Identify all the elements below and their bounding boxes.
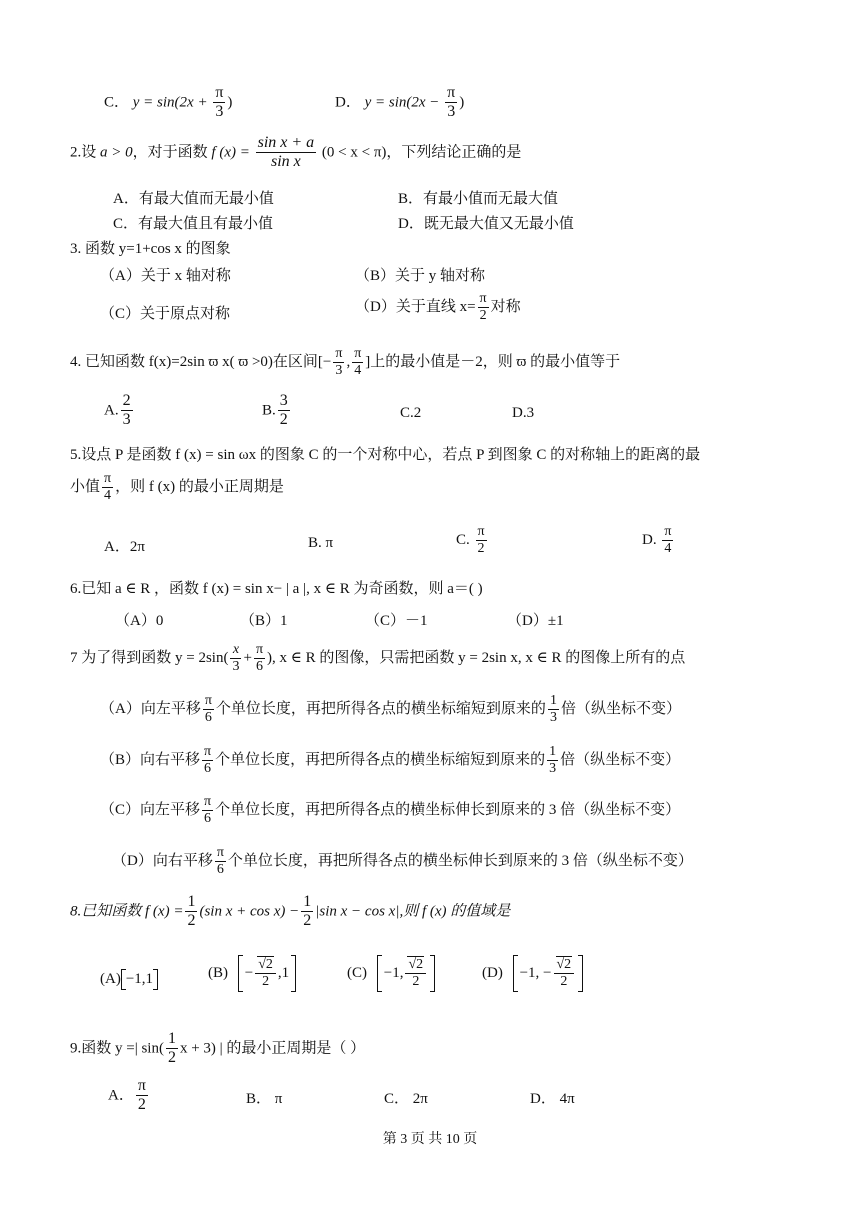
q9-option-a: A． $\frac{\pi}{2}$ <box>108 1077 146 1114</box>
q4-option-a: A. $\frac{2}{3}$ <box>104 392 131 429</box>
q4-option-b: B. $\frac{3}{2}$ <box>262 392 288 429</box>
q8-stem: 8.已知函数 f (x) = $\frac{1}{2}$ (sin x + cos x) − $\frac{1}{2}$ |sin x − cos x|,则 f (x) 的值域是 <box>70 893 511 930</box>
q7-stem: 7 为了得到函数 y = 2sin( $\frac{x}{3}$ + $\frac{\pi}{6}$ ), x ∈ R 的图像，只需把函数 y = 2sin x, x ∈ R 的图像上所有的点 <box>70 642 686 675</box>
q6-option-c: （C）－1 <box>365 613 428 629</box>
q2-option-b: B．有最小值而无最大值 <box>398 191 559 207</box>
q2-option-d: D．既无最大值又无最小值 <box>398 216 574 232</box>
q3-option-d: （D）关于直线 x= $\frac{\pi}{2}$ 对称 <box>355 291 521 324</box>
q4-option-c: C.2 <box>400 405 422 421</box>
q9-option-d: D． 4π <box>530 1091 575 1107</box>
q8-option-c: (C) −1, $\frac{√2}{2}$ <box>347 955 435 992</box>
q5-option-c: C. $\frac{\pi}{2}$ <box>456 524 485 557</box>
q6-stem: 6.已知 a ∈ R ，函数 f (x) = sin x− | a |, x ∈ R 为奇函数，则 a＝( ) <box>70 581 483 597</box>
q5-option-d: D. $\frac{\pi}{4}$ <box>642 524 672 557</box>
q7-option-d: （D）向右平移 $\frac{\pi}{6}$ 个单位长度，再把所得各点的横坐标伸长到原来的 3 倍（纵坐标不变） <box>112 845 693 878</box>
q8-option-b: (B) − $\frac{√2}{2}$ ,1 <box>208 955 296 992</box>
page-footer: 第 3 页 共 10 页 <box>382 1132 478 1147</box>
q2-option-a: A．有最大值而无最小值 <box>113 191 274 207</box>
q5-option-b: B. π <box>308 535 334 551</box>
q9-option-b: B． π <box>246 1091 283 1107</box>
q8-option-a: (A) −1,1 <box>100 969 158 990</box>
q6-option-d: （D）±1 <box>507 613 564 629</box>
q9-option-c: C． 2π <box>384 1091 428 1107</box>
q4-stem: 4. 已知函数 f(x)=2sin ϖ x( ϖ >0)在区间[− $\frac{\pi}{3}$ , $\frac{\pi}{4}$ ]上的最小值是－2，则 ϖ 的最小值等于 <box>70 346 621 379</box>
q3-option-b: （B）关于 y 轴对称 <box>355 268 486 284</box>
q5-stem-line2: 小值 $\frac{\pi}{4}$ ，则 f (x) 的最小正周期是 <box>70 471 284 504</box>
q1-option-d: D． y = sin(2x − $\frac{\pi}{3}$ ) <box>335 84 465 121</box>
q8-option-d: (D) −1, − $\frac{√2}{2}$ <box>482 955 583 992</box>
q2-option-c: C．有最大值且有最小值 <box>113 216 274 232</box>
q6-option-b: （B）1 <box>240 613 288 629</box>
q9-stem: 9.函数 y =| sin( $\frac{1}{2}$ x + 3) | 的最小正周期是（ ） <box>70 1030 366 1067</box>
q2-stem: 2.设 a > 0，对于函数 f (x) = $\frac{\text{sin x + a}}{\text{sin x}}$ (0 < x < π)，下列结论正确的是 <box>70 134 522 171</box>
q4-option-d: D.3 <box>512 405 535 421</box>
q5-option-a: A．2π <box>104 539 145 555</box>
q7-option-b: （B）向右平移 $\frac{\pi}{6}$ 个单位长度，再把所得各点的横坐标缩短到原来的 $\frac{1}{3}$ 倍（纵坐标不变） <box>100 744 681 777</box>
q3-option-a: （A）关于 x 轴对称 <box>100 268 231 284</box>
q3-option-c: （C）关于原点对称 <box>100 306 231 322</box>
q7-option-c: （C）向左平移 $\frac{\pi}{6}$ 个单位长度，再把所得各点的横坐标伸长到原来的 3 倍（纵坐标不变） <box>100 794 681 827</box>
q6-option-a: （A）0 <box>115 613 164 629</box>
q1-option-c: C． y = sin(2x + $\frac{\pi}{3}$ ) <box>104 84 233 121</box>
q5-stem-line1: 5.设点 P 是函数 f (x) = sin ωx 的图象 C 的一个对称中心，若点 P 到图象 C 的对称轴上的距离的最 <box>70 447 701 463</box>
q7-option-a: （A）向左平移 $\frac{\pi}{6}$ 个单位长度，再把所得各点的横坐标缩短到原来的 $\frac{1}{3}$ 倍（纵坐标不变） <box>100 693 681 726</box>
q3-stem: 3. 函数 y=1+cos x 的图象 <box>70 241 231 257</box>
